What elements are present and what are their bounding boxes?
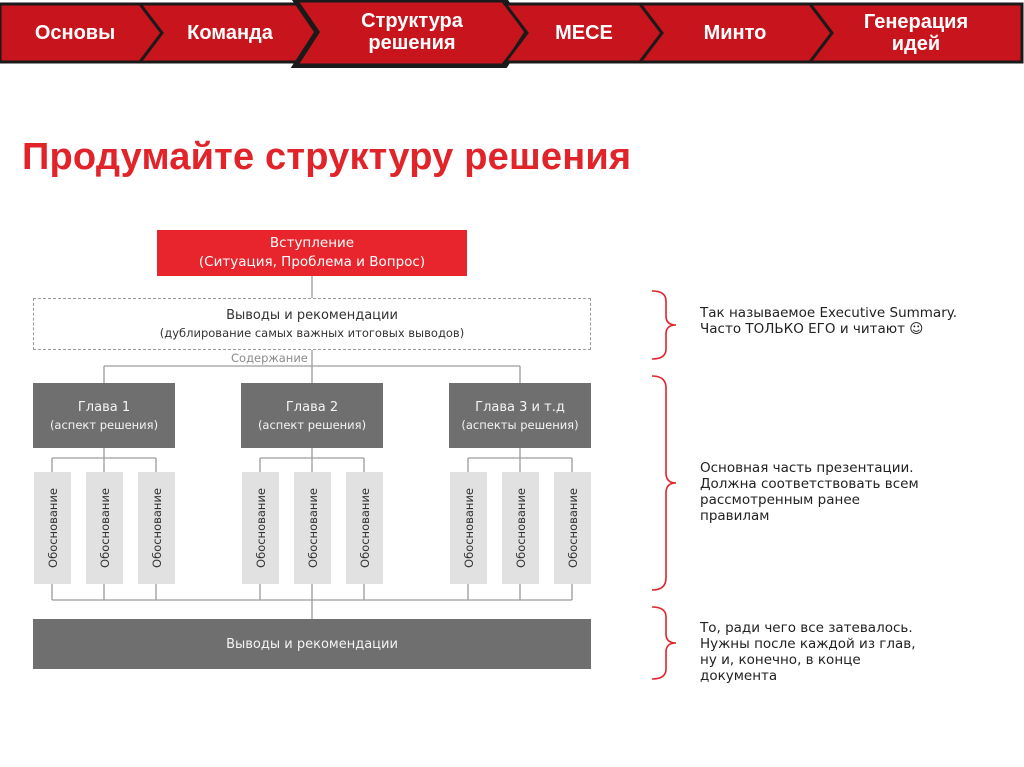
reason-box (34, 472, 71, 584)
chapter-subtitle: (аспект решения) (257, 417, 367, 432)
chapter-subtitle: (аспекты решения) (461, 417, 579, 432)
brace-exec-summary (652, 291, 676, 359)
note-conclusions: То, ради чего все затевалось. Нужны после каждой из глав, ну и, конечно, в конце документа (700, 620, 916, 684)
chapter-title: Глава 3 и т.д (475, 399, 565, 415)
reason-box (138, 472, 175, 584)
reason-box (346, 472, 383, 584)
chapter-1-box (33, 383, 175, 448)
content-label: Содержание (231, 351, 308, 365)
reason-label: Обоснование (97, 488, 112, 568)
exec-summary-subtitle: (дублирование самых важных итоговых выводов) (159, 326, 465, 340)
reason-label: Обоснование (253, 488, 268, 568)
chapter-3-box (449, 383, 591, 448)
reason-label: Обоснование (45, 488, 60, 568)
reason-label: Обоснование (305, 488, 320, 568)
reason-box (86, 472, 123, 584)
reason-box (294, 472, 331, 584)
exec-summary-title: Выводы и рекомендации (226, 308, 398, 323)
final-conclusions-label: Выводы и рекомендации (226, 636, 398, 652)
executive-summary-box (33, 298, 591, 350)
intro-box (157, 230, 467, 276)
nav-tab-struktura-resheniya[interactable]: Структура решения (361, 10, 463, 54)
nav-tab-generaciya-idey[interactable]: Генерация идей (863, 11, 969, 55)
reason-box (242, 472, 279, 584)
reason-label: Обоснование (357, 488, 372, 568)
reason-label: Обоснование (461, 488, 476, 568)
final-conclusions-box (33, 619, 591, 669)
intro-subtitle: (Ситуация, Проблема и Вопрос) (198, 254, 426, 270)
reason-label: Обоснование (149, 488, 164, 568)
reason-box (450, 472, 487, 584)
reason-label: Обоснование (513, 488, 528, 568)
brace-conclusions (652, 607, 676, 679)
nav-tab-minto[interactable]: Минто (703, 22, 767, 44)
chapter-subtitle: (аспект решения) (49, 417, 159, 432)
brace-main-part (652, 376, 676, 590)
chapter-title: Глава 1 (77, 399, 131, 415)
note-main-part: Основная часть презентации. Должна соответствовать всем рассмотренным ранее правилам (700, 460, 919, 524)
note-executive-summary: Так называемое Executive Summary. Часто ТОЛЬКО ЕГО и читают ☺ (700, 305, 958, 337)
page-title: Продумайте структуру решения (22, 136, 632, 178)
chapter-title: Глава 2 (285, 399, 339, 415)
nav-tab-mece[interactable]: MECE (555, 22, 613, 44)
nav-tab-osnovy[interactable]: Основы (34, 22, 116, 44)
nav-tab-komanda[interactable]: Команда (187, 22, 273, 44)
reason-box (502, 472, 539, 584)
chapter-2-box (241, 383, 383, 448)
reason-label: Обоснование (565, 488, 580, 568)
reason-box (554, 472, 591, 584)
intro-title: Вступление (269, 235, 355, 251)
